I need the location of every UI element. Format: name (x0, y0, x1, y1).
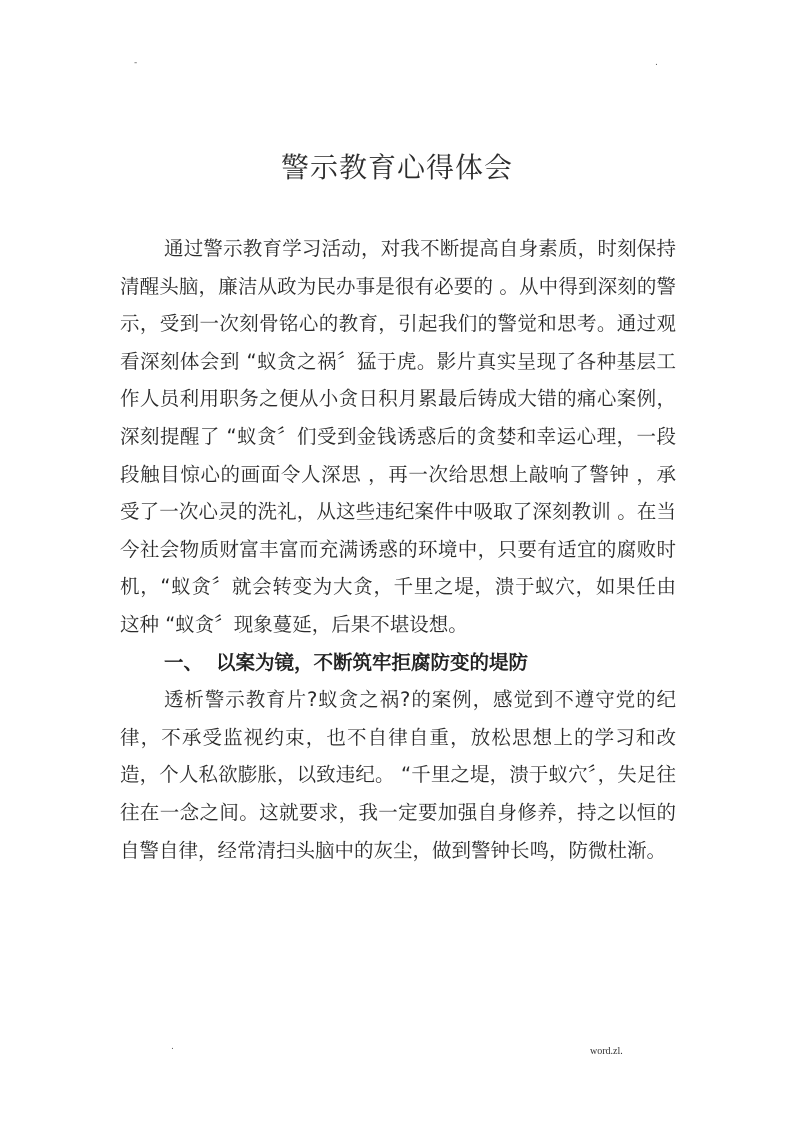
page-title: 警示教育心得体会 (280, 151, 513, 184)
section-heading-text: 以案为镜，不断筑牢拒腐防变的堤防 (216, 650, 529, 674)
footer-left-mark: . (171, 1042, 174, 1052)
section-number: 一、 (164, 650, 204, 674)
section-paragraph: 透析警示教育片?蚁贪之祸?的案例，感觉到不遵守党的纪律，不承受监视约束，也不自律自重，放松思想上的学习和改造，个人私欲膨胀，以致违纪。 “千里之堤，溃于蚁穴〞，失足往往在一念之间。这就要求，我一定要加强自身修养，持之以恒的自警自律，经常清扫头脑中的灰尘，做到警钟长鸣，防微杜渐。 (120, 688, 676, 862)
header-left-mark: - (134, 58, 138, 68)
intro-paragraph: 通过警示教育学习活动，对我不断提高自身素质，时刻保持清醒头脑，廉洁从政为民办事是很有必要的 。从中得到深刻的警示，受到一次刻骨铭心的教育，引起我们的警觉和思考。通过观看深刻体会到 “蚁贪之祸〞猛于虎。影片真实呈现了各种基层工作人员利用职务之便从小贪日积月累最后铸成大错的痛心案例，深刻提醒了 “蚁贪〞们受到金钱诱惑后的贪婪和幸运心理，一段段触目惊心的画面令人深思 ，再一次给思想上敲响了警钟 ，承受了一次心灵的洗礼，从这些违纪案件中吸取了深刻教训 。在当今社会物质财富丰富而充满诱惑的环境中，只要有适宜的腐败时机，“蚁贪〞就会转变为大贪，千里之堤，溃于蚁穴，如果任由这种 “蚁贪〞现象蔓延，后果不堪设想。 (120, 237, 676, 636)
section-heading (120, 644, 676, 682)
document-body (120, 230, 676, 869)
header-right-mark: . (655, 58, 658, 68)
footer-text: word.zl. (590, 1046, 623, 1057)
